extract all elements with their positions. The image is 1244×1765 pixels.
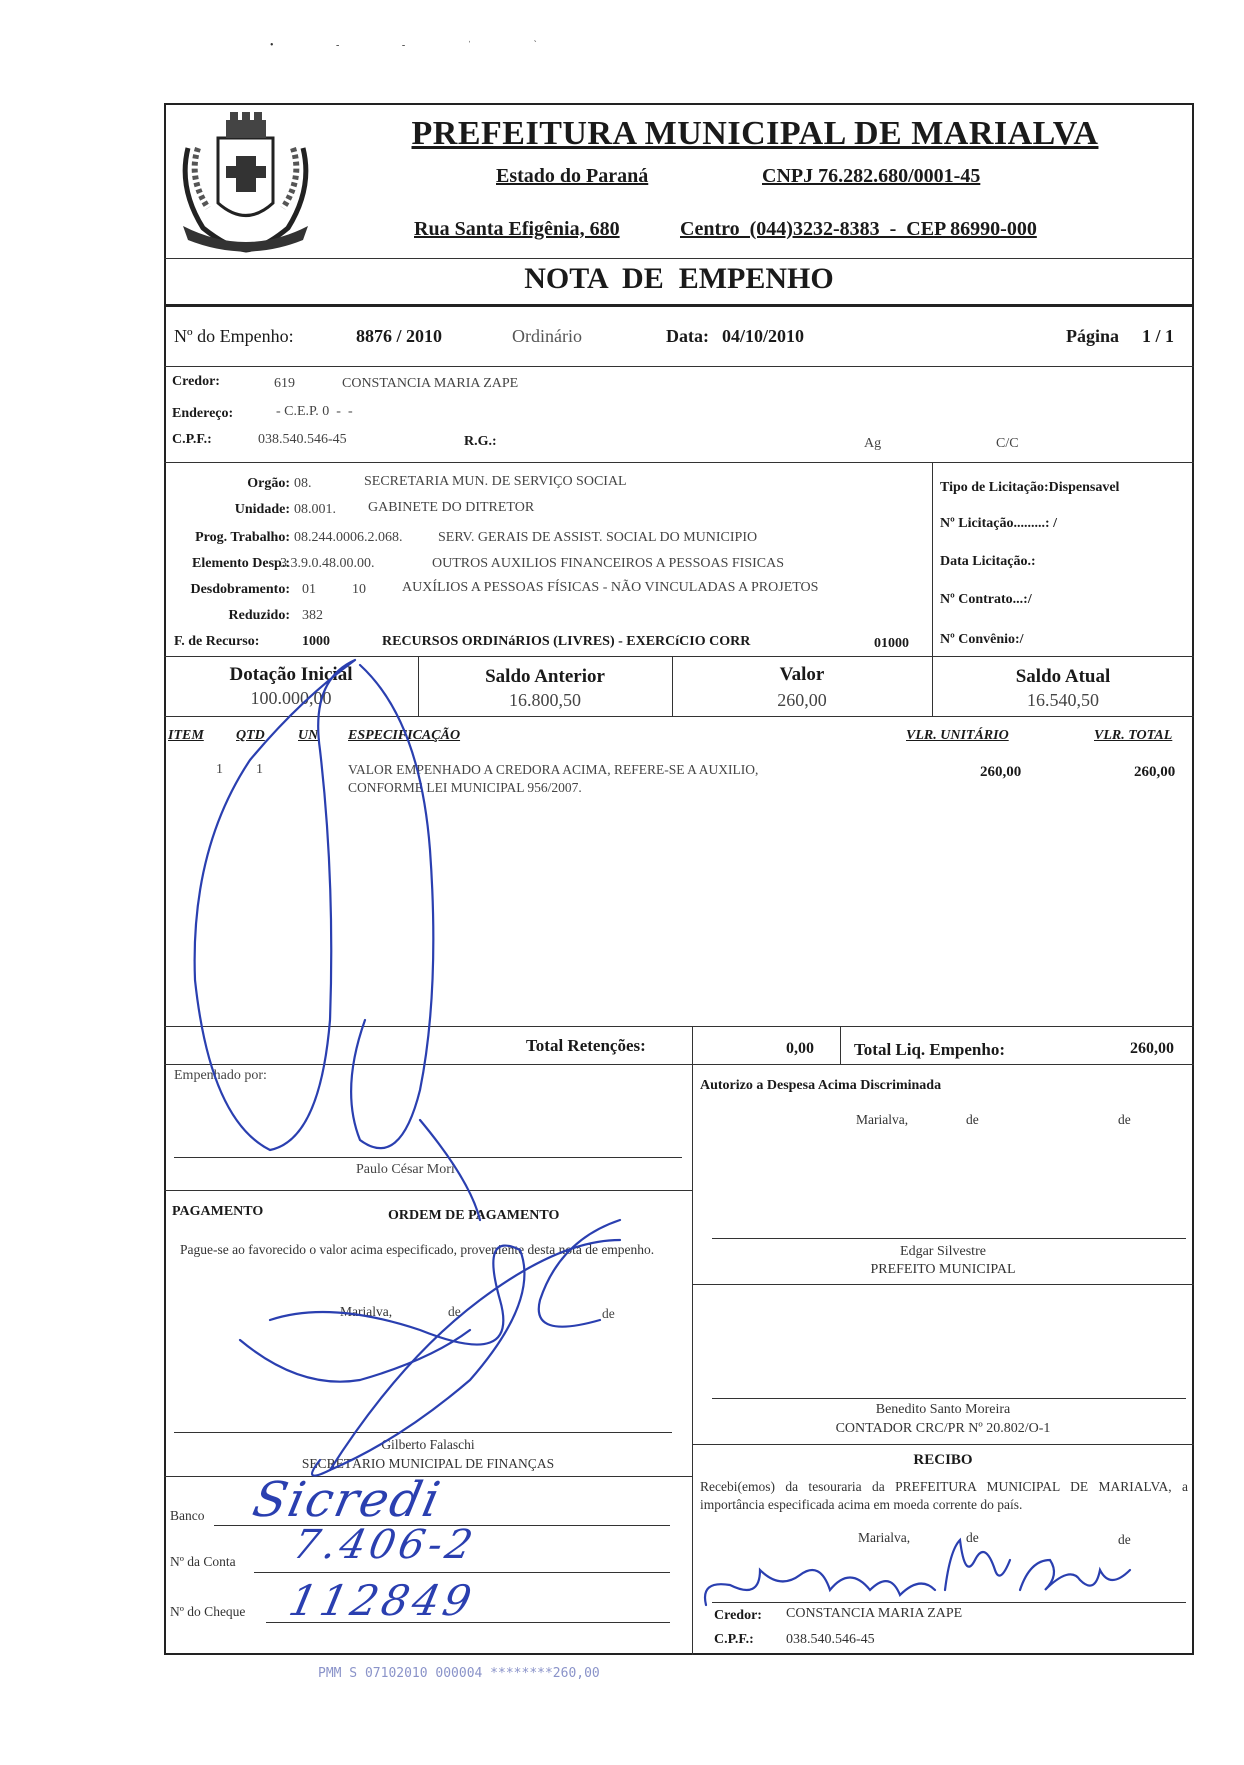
recurso-label: F. de Recurso: — [174, 634, 260, 649]
ag-label: Ag — [864, 436, 882, 451]
valor-label: Valor — [779, 664, 825, 685]
empenho-number-label: Nº do Empenho: — [174, 326, 294, 346]
unidade-label: Unidade: — [234, 502, 290, 517]
document-title: NOTA DE EMPENHO — [524, 262, 834, 295]
col-un: UN — [298, 728, 319, 743]
licitacao-tipo: Tipo de Licitação:Dispensavel — [940, 480, 1120, 495]
scan-specks: • ‐ ‐ ˈ ˋ — [270, 40, 567, 51]
divider — [932, 462, 933, 658]
prog-code: 08.244.0006.2.068. — [294, 530, 403, 545]
prog-label: Prog. Trabalho: — [195, 530, 290, 545]
autorizo-de2: de — [1118, 1112, 1131, 1127]
municipality-title: PREFEITURA MUNICIPAL DE MARIALVA — [411, 115, 1099, 152]
recurso-code2: 01000 — [874, 636, 909, 651]
autorizo-de1: de — [966, 1112, 979, 1127]
orgao-label: Orgão: — [247, 476, 290, 491]
pagamento-de1: de — [448, 1304, 461, 1319]
banco-handwritten: Sicredi — [248, 1472, 447, 1528]
licitacao-numero: Nº Licitação.........: / — [940, 516, 1057, 531]
reduzido-value: 382 — [302, 608, 323, 623]
licitacao-convenio: Nº Convênio:/ — [940, 632, 1024, 647]
divider — [164, 304, 1194, 307]
cpf-value: 038.540.546-45 — [258, 432, 347, 447]
page-number: 1 / 1 — [1142, 326, 1175, 346]
recibo-label: RECIBO — [913, 1452, 973, 1468]
contador-signer: Benedito Santo Moreira — [875, 1402, 1011, 1417]
pagamento-place: Marialva, — [340, 1304, 393, 1319]
recibo-place: Marialva, — [858, 1530, 911, 1545]
pagamento-text: Pague-se ao favorecido o valor acima especificado, proveniente desta nota de empenho. — [180, 1242, 655, 1257]
divider — [692, 1064, 693, 1655]
saldo-anterior-label: Saldo Anterior — [485, 666, 605, 687]
divider — [164, 1026, 1194, 1027]
recibo-de1: de — [966, 1530, 979, 1545]
empenho-date: 04/10/2010 — [722, 326, 805, 346]
dotacao-label: Dotação Inicial — [229, 664, 353, 685]
desdobramento-name: AUXÍLIOS A PESSOAS FÍSICAS - NÃO VINCULADAS A PROJETOS — [402, 580, 819, 595]
recurso-code: 1000 — [302, 634, 330, 649]
pagamento-signer: Gilberto Falaschi — [381, 1437, 475, 1452]
empenhado-label: Empenhado por: — [174, 1068, 267, 1083]
state-label: Estado do Paraná — [496, 165, 649, 187]
item-desc-line2: CONFORME LEI MUNICIPAL 956/2007. — [348, 780, 582, 795]
divider — [692, 1444, 1194, 1445]
saldo-anterior-value: 16.800,50 — [509, 690, 581, 710]
recibo-cpf-value: 038.540.546-45 — [786, 1632, 875, 1647]
divider — [840, 1026, 841, 1064]
elemento-name: OUTROS AUXILIOS FINANCEIROS A PESSOAS FISICAS — [432, 556, 785, 571]
conta-line — [254, 1572, 670, 1573]
autorizo-place: Marialva, — [856, 1112, 909, 1127]
desdobramento-label: Desdobramento: — [190, 582, 290, 597]
divider — [164, 1190, 692, 1191]
divider — [692, 1026, 693, 1064]
signature-line — [174, 1157, 682, 1158]
elemento-label: Elemento Desp.: — [192, 556, 290, 571]
divider — [164, 462, 1194, 463]
desdobramento-code: 01 — [302, 582, 316, 597]
empenho-type: Ordinário — [512, 326, 582, 346]
address-label: Endereço: — [172, 406, 234, 421]
divider — [692, 1284, 1194, 1285]
recibo-cpf-label: C.P.F.: — [714, 1632, 754, 1647]
desdobramento-sub: 10 — [352, 582, 366, 597]
pagamento-de2: de — [602, 1306, 615, 1321]
licitacao-data: Data Licitação.: — [940, 554, 1036, 569]
contact-label: Centro (044)3232-8383 - CEP 86990-000 — [680, 218, 1037, 240]
divider — [164, 716, 1194, 717]
dotacao-value: 100.000,00 — [250, 688, 332, 708]
address-value: - C.E.P. 0 - - — [276, 404, 353, 419]
orgao-name: SECRETARIA MUN. DE SERVIÇO SOCIAL — [364, 474, 627, 489]
autorizo-label: Autorizo a Despesa Acima Discriminada — [700, 1078, 942, 1093]
signature-line — [712, 1602, 1186, 1603]
saldo-atual-value: 16.540,50 — [1027, 690, 1099, 710]
retencoes-label: Total Retenções: — [526, 1036, 646, 1055]
recibo-credor-name: CONSTANCIA MARIA ZAPE — [786, 1606, 963, 1621]
cpf-label: C.P.F.: — [172, 432, 212, 447]
signature-line — [174, 1432, 672, 1433]
col-vlr-total: VLR. TOTAL — [1094, 728, 1173, 743]
recibo-de2: de — [1118, 1532, 1131, 1547]
recibo-credor-label: Credor: — [714, 1608, 762, 1623]
bank-stamp: PMM S 07102010 000004 ********260,00 — [318, 1666, 600, 1681]
unidade-name: GABINETE DO DITRETOR — [368, 500, 535, 515]
divider — [164, 1064, 1194, 1065]
unidade-code: 08.001. — [294, 502, 336, 517]
licitacao-contrato: Nº Contrato...:/ — [940, 592, 1032, 607]
cheque-label: Nº do Cheque — [170, 1604, 246, 1619]
autorizo-signer: Edgar Silvestre — [900, 1244, 986, 1259]
empenhado-signer: Paulo César Mori — [356, 1162, 455, 1177]
recibo-text: Recebi(emos) da tesouraria da PREFEITURA MUNICIPAL DE MARIALVA, a importância especificada acima em moeda corrente do país. — [700, 1479, 1188, 1512]
contador-role: CONTADOR CRC/PR Nº 20.802/O-1 — [835, 1421, 1051, 1436]
empenho-number: 8876 / 2010 — [356, 326, 443, 346]
reduzido-label: Reduzido: — [228, 608, 290, 623]
item-total-value: 260,00 — [1134, 764, 1176, 780]
signature-line — [712, 1238, 1186, 1239]
rg-label: R.G.: — [464, 434, 497, 449]
divider — [164, 258, 1194, 259]
item-qtd: 1 — [256, 762, 263, 777]
retencoes-value: 0,00 — [786, 1040, 814, 1057]
ordem-pagamento-label: ORDEM DE PAGAMENTO — [388, 1208, 560, 1223]
pagamento-label: PAGAMENTO — [172, 1204, 264, 1219]
col-especificacao: ESPECIFICAÇÃO — [348, 728, 461, 743]
conta-label: Nº da Conta — [170, 1554, 236, 1569]
divider — [164, 656, 1194, 657]
col-qtd: QTD — [236, 728, 265, 743]
liquido-value: 260,00 — [1130, 1040, 1174, 1057]
col-item: ITEM — [168, 728, 204, 743]
elemento-code: 3.3.9.0.48.00.00. — [280, 556, 375, 571]
signature-line — [712, 1398, 1186, 1399]
cnpj-label: CNPJ 76.282.680/0001-45 — [762, 165, 981, 187]
saldo-atual-label: Saldo Atual — [1015, 666, 1111, 687]
coat-of-arms — [168, 108, 323, 258]
autorizo-role: PREFEITO MUNICIPAL — [870, 1262, 1016, 1277]
street-label: Rua Santa Efigênia, 680 — [414, 218, 620, 240]
valor-value: 260,00 — [777, 690, 827, 710]
col-vlr-unitario: VLR. UNITÁRIO — [906, 728, 1009, 743]
recurso-name: RECURSOS ORDINáRIOS (LIVRES) - EXERCíCIO CORR — [382, 634, 751, 649]
empenho-date-label: Data: — [666, 326, 709, 346]
page-label: Página — [1066, 326, 1120, 346]
credor-label: Credor: — [172, 374, 220, 389]
cheque-handwritten: 112849 — [284, 1576, 480, 1625]
pagamento-role: SECRETÁRIO MUNICIPAL DE FINANÇAS — [301, 1456, 555, 1471]
divider — [164, 366, 1194, 367]
item-number: 1 — [216, 762, 223, 777]
credor-name: CONSTANCIA MARIA ZAPE — [342, 376, 519, 391]
item-desc-line1: VALOR EMPENHADO A CREDORA ACIMA, REFERE-SE A AUXILIO, — [348, 762, 759, 777]
cc-label: C/C — [996, 436, 1019, 451]
liquido-label: Total Liq. Empenho: — [854, 1040, 1005, 1059]
banco-label: Banco — [170, 1508, 205, 1523]
credor-code: 619 — [274, 376, 295, 391]
prog-name: SERV. GERAIS DE ASSIST. SOCIAL DO MUNICIPIO — [438, 530, 758, 545]
orgao-code: 08. — [294, 476, 312, 491]
item-unit-value: 260,00 — [980, 764, 1022, 780]
conta-handwritten: 7.406-2 — [289, 1522, 481, 1568]
